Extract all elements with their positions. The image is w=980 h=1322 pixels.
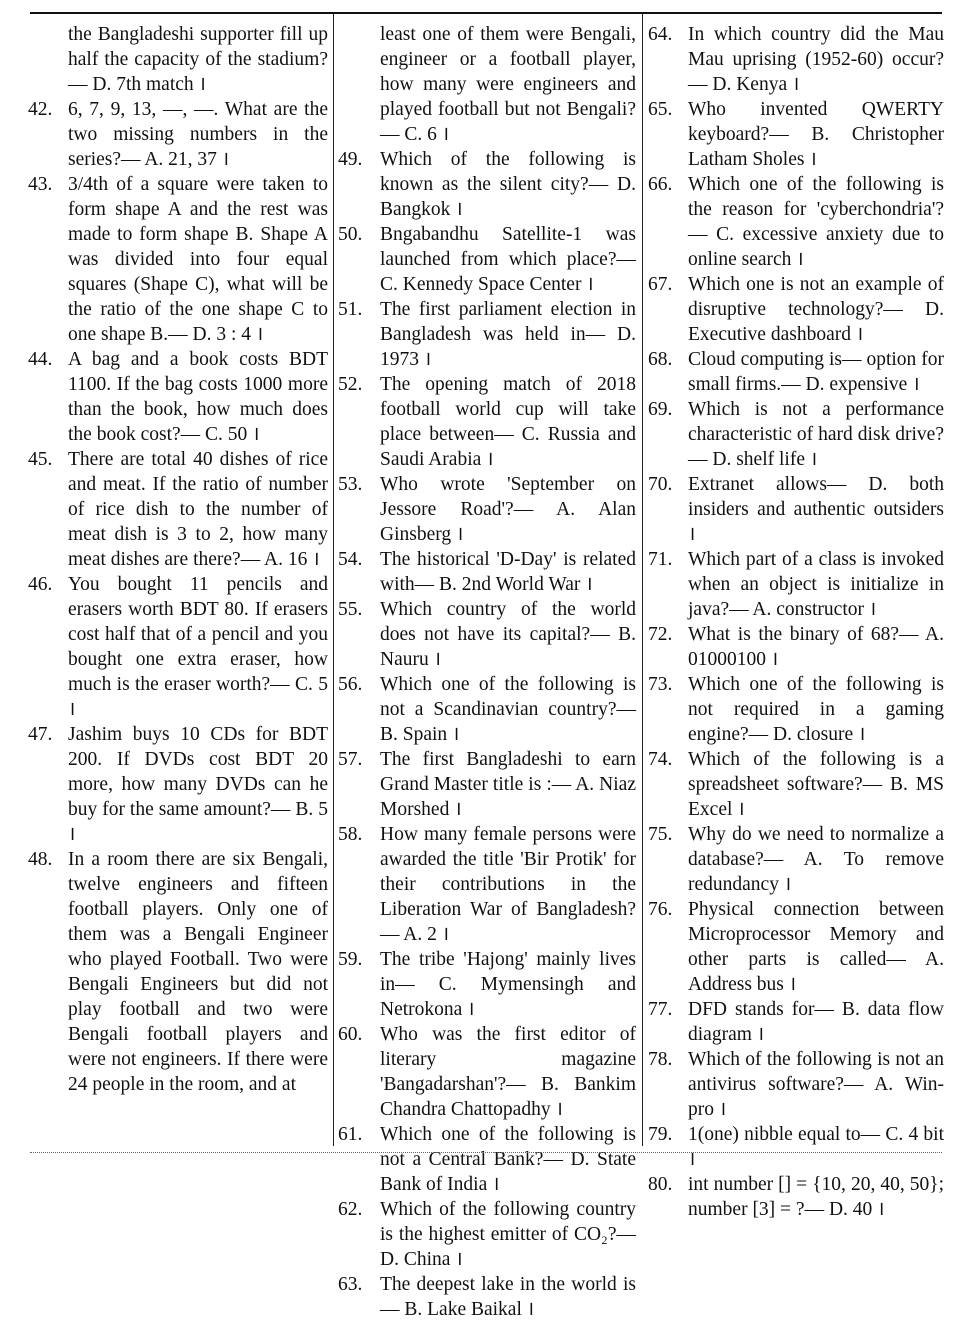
question-item — [338, 1197, 636, 1272]
question-text: Who wrote 'September on Jessore Road'?— A. Alan Ginsberg । — [380, 474, 636, 545]
question-text: What is the binary of 68?— A. 01000100 । — [688, 624, 944, 670]
question-text: Which one is not an example of disruptive technology?— D. Executive dashboard । — [688, 274, 944, 345]
question-number: 65. — [648, 99, 673, 120]
question-text: The first Bangladeshi to earn Grand Master title is :— A. Niaz Morshed । — [380, 749, 636, 820]
question-number: 70. — [648, 474, 673, 495]
question-item — [338, 1122, 636, 1197]
question-text: 6, 7, 9, 13, —, —. What are the two missing numbers in the series?— A. 21, 37 । — [68, 99, 328, 170]
question-text: Which one of the following is not required in a gaming engine?— D. closure । — [688, 674, 944, 745]
question-text: Which part of a class is invoked when an object is initialize in java?— A. constructor । — [688, 549, 944, 620]
question-number: 67. — [648, 274, 673, 295]
question-number: 48. — [28, 849, 53, 870]
question-number: 45. — [28, 449, 53, 470]
question-item — [648, 997, 944, 1047]
question-number: 68. — [648, 349, 673, 370]
question-number: 80. — [648, 1174, 673, 1195]
question-text: You bought 11 pencils and erasers worth BDT 80. If erasers cost half that of a pencil and you bought one extra eraser, how much is the eraser worth?— C. 5 । — [68, 574, 328, 720]
question-item — [338, 472, 636, 547]
question-number: 53. — [338, 474, 363, 495]
question-number: 76. — [648, 899, 673, 920]
question-number: 62. — [338, 1199, 363, 1220]
column-3 — [648, 22, 944, 1222]
question-text: Which of the following is known as the silent city?— D. Bangkok । — [380, 149, 636, 220]
question-number: 74. — [648, 749, 673, 770]
question-text: Why do we need to normalize a database?— A. To remove redundancy । — [688, 824, 944, 895]
column-divider — [333, 14, 334, 1146]
question-item — [648, 672, 944, 747]
question-text: 1(one) nibble equal to— C. 4 bit । — [688, 1124, 944, 1170]
question-number: 50. — [338, 224, 363, 245]
question-number: 73. — [648, 674, 673, 695]
top-rule — [30, 12, 942, 14]
question-item — [648, 397, 944, 472]
question-item — [648, 747, 944, 822]
question-number: 55. — [338, 599, 363, 620]
question-text: Who invented QWERTY keyboard?— B. Christopher Latham Sholes । — [688, 99, 944, 170]
question-item — [338, 297, 636, 372]
question-item — [28, 722, 328, 847]
question-item — [648, 547, 944, 622]
question-text: A bag and a book costs BDT 1100. If the bag costs 1000 more than the book, how much does the book cost?— C. 50 । — [68, 349, 328, 445]
question-text: In which country did the Mau Mau uprising (1952-60) occur?— D. Kenya । — [688, 24, 944, 95]
question-item — [338, 597, 636, 672]
question-item — [338, 1272, 636, 1322]
question-item — [648, 472, 944, 547]
question-number: 72. — [648, 624, 673, 645]
question-number: 44. — [28, 349, 53, 370]
question-number: 47. — [28, 724, 53, 745]
question-text: Which of the following is not an antivirus software?— A. Win-pro । — [688, 1049, 944, 1120]
continuation-text: least one of them were Bengali, engineer or a football player, how many were engineers and played football but not Bengali?— C. 6 । — [380, 24, 636, 145]
question-number: 69. — [648, 399, 673, 420]
question-number: 71. — [648, 549, 673, 570]
question-number: 75. — [648, 824, 673, 845]
question-text: Which of the following is a spreadsheet software?— B. MS Excel । — [688, 749, 944, 820]
question-text: DFD stands for— B. data flow diagram । — [688, 999, 944, 1045]
question-number: 43. — [28, 174, 53, 195]
column-2 — [338, 22, 636, 1322]
question-text: The historical 'D-Day' is related with— B. 2nd World War । — [380, 549, 636, 595]
bottom-rule — [30, 1152, 942, 1153]
question-item — [648, 1047, 944, 1122]
question-item — [338, 222, 636, 297]
continuation-text: the Bangladeshi supporter fill up half the capacity of the stadium?— D. 7th match । — [68, 24, 328, 95]
question-text: The tribe 'Hajong' mainly lives in— C. Mymensingh and Netrokona । — [380, 949, 636, 1020]
column-divider — [642, 14, 643, 1146]
question-item — [338, 147, 636, 222]
question-item — [648, 822, 944, 897]
question-item — [28, 847, 328, 1097]
question-item — [338, 372, 636, 472]
question-text: Who was the first editor of literary magazine 'Bangadarshan'?— B. Bankim Chandra Chattopadhy । — [380, 1024, 636, 1120]
question-text: Which one of the following is not a Scandinavian country?— B. Spain । — [380, 674, 636, 745]
question-text: Which country of the world does not have its capital?— B. Nauru । — [380, 599, 636, 670]
question-text: The deepest lake in the world is— B. Lake Baikal । — [380, 1274, 636, 1320]
question-number: 58. — [338, 824, 363, 845]
question-item — [648, 97, 944, 172]
question-number: 54. — [338, 549, 363, 570]
question-text: Cloud computing is— option for small firms.— D. expensive । — [688, 349, 944, 395]
question-item — [28, 172, 328, 347]
question-item — [648, 272, 944, 347]
question-number: 46. — [28, 574, 53, 595]
question-text: There are total 40 dishes of rice and meat. If the ratio of number of rice dish to the number of meat dish is 3 to 2, how many meat dishes are there?— A. 16 । — [68, 449, 328, 570]
question-item — [28, 347, 328, 447]
question-item — [648, 622, 944, 672]
question-item — [648, 897, 944, 997]
question-item — [648, 347, 944, 397]
question-text: Which one of the following is the reason for 'cyberchondria'?— C. excessive anxiety due to online search । — [688, 174, 944, 270]
question-text: Bngabandhu Satellite-1 was launched from which place?— C. Kennedy Space Center । — [380, 224, 636, 295]
question-item — [338, 947, 636, 1022]
question-text: How many female persons were awarded the title 'Bir Protik' for their contributions in the Liberation War of Bangladesh?— A. 2 । — [380, 824, 636, 945]
question-number: 63. — [338, 1274, 363, 1295]
question-item — [338, 547, 636, 597]
question-item — [648, 1122, 944, 1172]
question-number: 64. — [648, 24, 673, 45]
question-item — [28, 97, 328, 172]
question-text: Which one of the following is not a Central Bank?— D. State Bank of India । — [380, 1124, 636, 1195]
question-text: Which of the following country is the highest emitter of CO₂?— D. China । — [380, 1199, 636, 1270]
question-number: 78. — [648, 1049, 673, 1070]
question-item — [648, 22, 944, 97]
question-text: The opening match of 2018 football world cup will take place between— C. Russia and Saudi Arabia । — [380, 374, 636, 470]
question-text: Which is not a performance characteristic of hard disk drive?— D. shelf life । — [688, 399, 944, 470]
question-number: 42. — [28, 99, 53, 120]
question-number: 49. — [338, 149, 363, 170]
question-number: 59. — [338, 949, 363, 970]
question-item — [28, 572, 328, 722]
question-number: 60. — [338, 1024, 363, 1045]
question-text: 3/4th of a square were taken to form shape A and the rest was made to form shape B. Shape A was divided into four equal squares (Shape C), what will be the ratio of the one shape C to one shape B.— D. 3 : 4 । — [68, 174, 328, 345]
question-number: 57. — [338, 749, 363, 770]
question-number: 52. — [338, 374, 363, 395]
question-item — [338, 1022, 636, 1122]
question-text: int number [] = {10, 20, 40, 50}; number [3] = ?— D. 40 । — [688, 1174, 944, 1220]
question-number: 79. — [648, 1124, 673, 1145]
question-item — [338, 672, 636, 747]
column-1 — [28, 22, 328, 1097]
question-text: Extranet allows— D. both insiders and authentic outsiders । — [688, 474, 944, 545]
question-number: 66. — [648, 174, 673, 195]
question-text: Jashim buys 10 CDs for BDT 200. If DVDs cost BDT 20 more, how many DVDs can he buy for the same amount?— B. 5 । — [68, 724, 328, 845]
question-number: 77. — [648, 999, 673, 1020]
question-number: 51. — [338, 299, 363, 320]
question-item — [28, 447, 328, 572]
question-number: 61. — [338, 1124, 363, 1145]
question-text: The first parliament election in Bangladesh was held in— D. 1973 । — [380, 299, 636, 370]
question-item — [338, 747, 636, 822]
question-item — [648, 172, 944, 272]
question-text: In a room there are six Bengali, twelve engineers and fifteen football players. Only one of them was a Bengali Engineer who played Football. Two were Bengali Engineers but did not play football and two were Bengali football players and were not engineers. If there were 24 people in the room, and at — [68, 849, 328, 1095]
question-item — [338, 822, 636, 947]
question-text: Physical connection between Microprocessor Memory and other parts is called— A. Address bus । — [688, 899, 944, 995]
question-number: 56. — [338, 674, 363, 695]
